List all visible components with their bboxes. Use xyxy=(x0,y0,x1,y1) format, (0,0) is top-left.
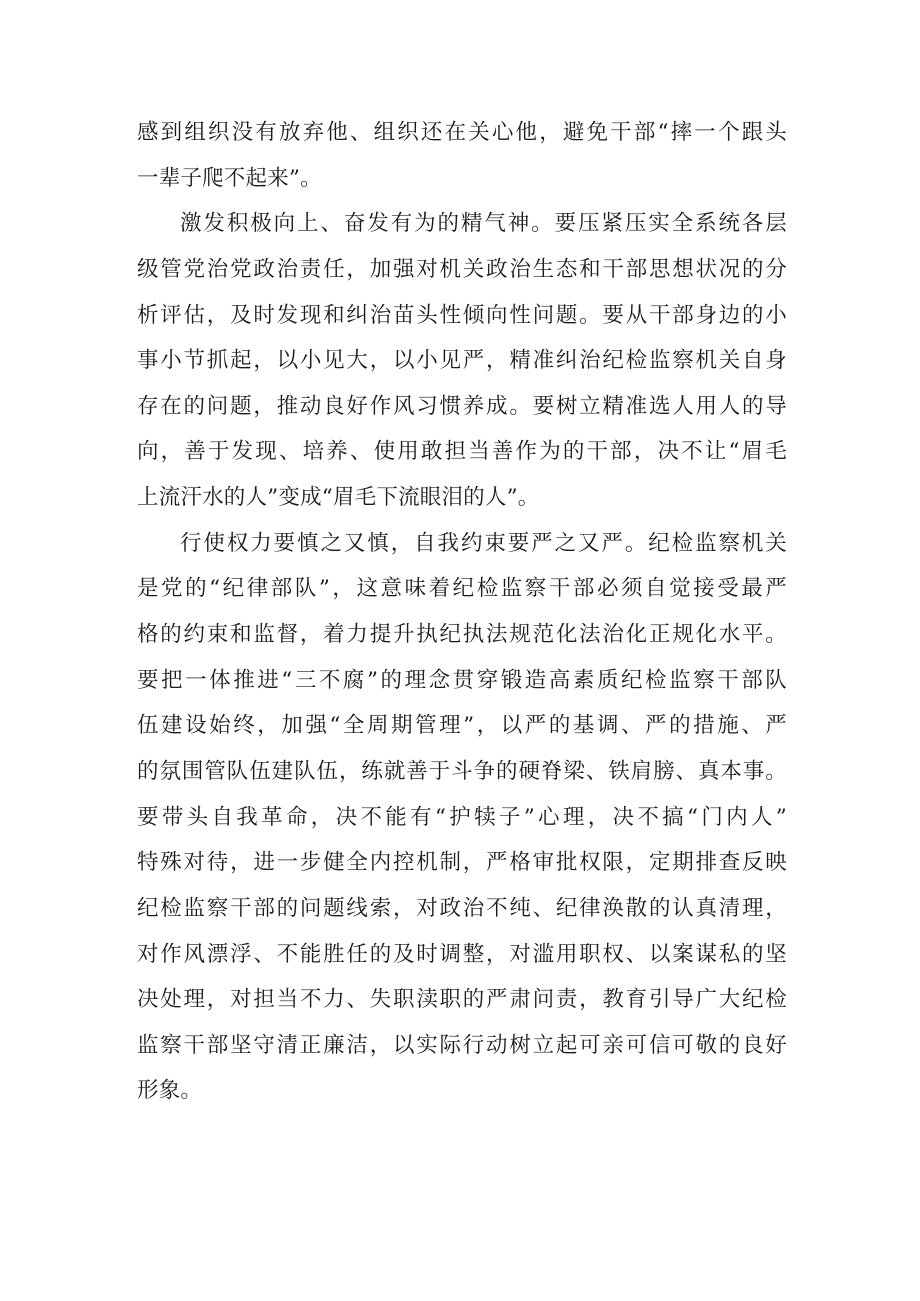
text-line: 决处理，对担当不力、失职渎职的严肃问责，教育引导广大纪检 xyxy=(137,987,787,1013)
text-line: 监察干部坚守清正廉洁，以实际行动树立起可亲可信可敬的良好 xyxy=(137,1032,787,1058)
text-line: 的氛围管队伍建队伍，练就善于斗争的硬脊梁、铁肩膀、真本事。 xyxy=(137,758,787,784)
text-line: 一辈子爬不起来”。 xyxy=(137,165,322,191)
text-line: 要把一体推进“三不腐”的理念贯穿锻造高素质纪检监察干部队 xyxy=(137,667,787,693)
paragraph xyxy=(137,201,787,520)
text-line: 要带头自我革命，决不能有“护犊子”心理，决不搞“门内人” xyxy=(137,804,787,830)
text-line: 格的约束和监督，着力提升执纪执法规范化法治化正规化水平。 xyxy=(137,622,787,648)
text-line: 事小节抓起，以小见大，以小见严，精准纠治纪检监察机关自身 xyxy=(137,348,787,374)
text-line: 向，善于发现、培养、使用敢担当善作为的干部，决不让“眉毛 xyxy=(137,439,787,465)
paragraph xyxy=(137,110,787,201)
document-page xyxy=(137,110,787,1114)
text-line: 对作风漂浮、不能胜任的及时调整，对滥用职权、以案谋私的坚 xyxy=(137,941,787,967)
text-line: 级管党治党政治责任，加强对机关政治生态和干部思想状况的分 xyxy=(137,256,787,282)
text-line: 是党的“纪律部队”，这意味着纪检监察干部必须自觉接受最严 xyxy=(137,576,787,602)
text-line: 特殊对待，进一步健全内控机制，严格审批权限，定期排查反映 xyxy=(137,850,787,876)
text-line: 感到组织没有放弃他、组织还在关心他，避免干部“摔一个跟头 xyxy=(137,120,787,145)
text-line: 形象。 xyxy=(137,1078,203,1104)
text-line: 纪检监察干部的问题线索，对政治不纯、纪律涣散的认真清理， xyxy=(137,895,787,921)
text-line: 行使权力要慎之又慎，自我约束要严之又严。纪检监察机关 xyxy=(180,530,787,556)
text-line: 伍建设始终，加强“全周期管理”，以严的基调、严的措施、严 xyxy=(137,713,787,739)
text-line: 上流汗水的人”变成“眉毛下流眼泪的人”。 xyxy=(137,485,540,511)
text-line: 存在的问题，推动良好作风习惯养成。要树立精准选人用人的导 xyxy=(137,393,787,419)
text-line: 析评估，及时发现和纠治苗头性倾向性问题。要从干部身边的小 xyxy=(137,302,787,328)
text-line: 激发积极向上、奋发有为的精气神。要压紧压实全系统各层 xyxy=(180,211,787,237)
paragraph xyxy=(137,521,787,1114)
